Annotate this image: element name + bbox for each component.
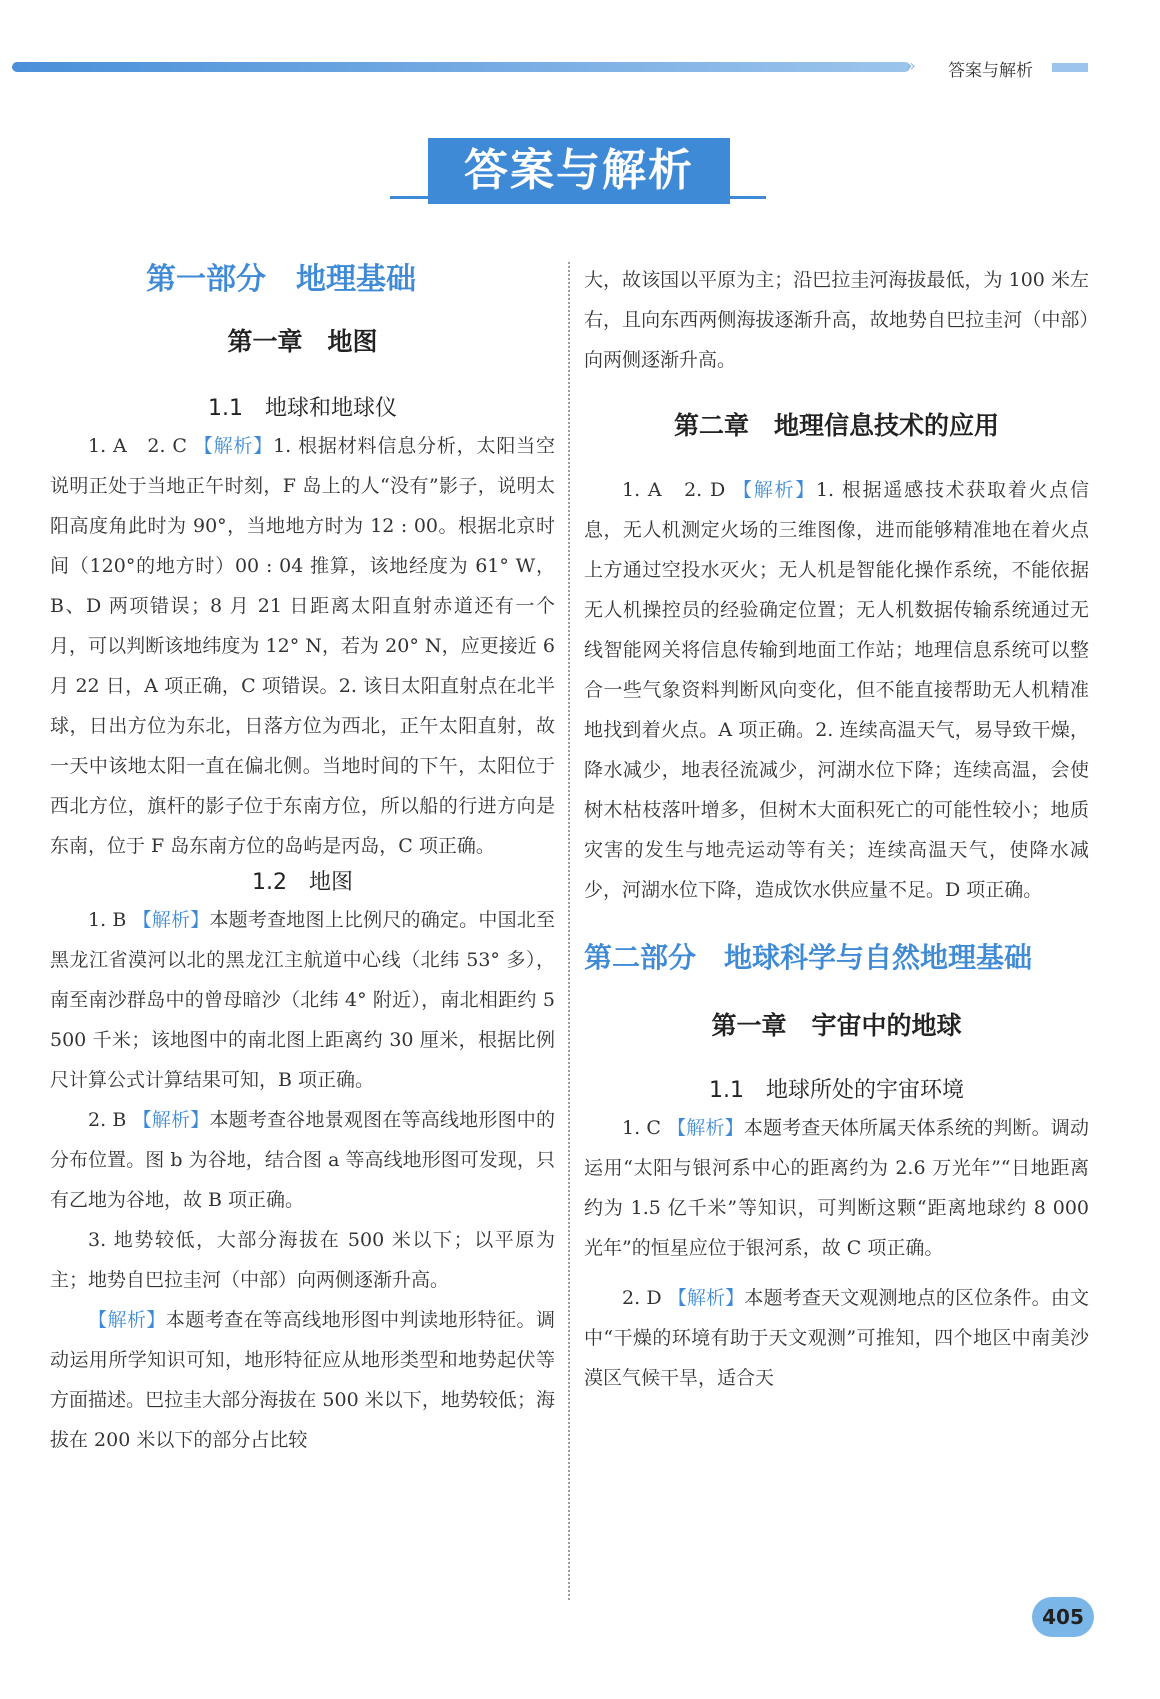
continued-paragraph: 大，故该国以平原为主；沿巴拉圭河海拔最低，为 100 米左右，且向东西两侧海拔逐渐升高，故地势自巴拉圭河（中部）向两侧逐渐升高。 <box>584 269 1089 371</box>
analysis-tag: 【解析】 <box>132 909 210 931</box>
analysis-tag: 【解析】 <box>667 1287 745 1309</box>
answer-paragraph: 【解析】本题考查在等高线地形图中判读地形特征。调动运用所学知识可知，地形特征应从地形类型和地势起伏等方面描述。巴拉圭大部分海拔在 500 米以下，地势较低；海拔在 200 米以下的部分占比较 <box>50 1309 555 1451</box>
answer-paragraph: 1. C 【解析】本题考查天体所属天体系统的判断。调动运用“太阳与银河系中心的距离约为 2.6 万光年”“日地距离约为 1.5 亿千米”等知识，可判断这颗“距离地球约 8 000 光年”的恒星应位于银河系，故 C 项正确。 <box>584 1117 1089 1259</box>
answer-paragraph: 1. A 2. C 【解析】1. 根据材料信息分析，太阳当空说明正处于当地正午时刻，F 岛上的人“没有”影子，说明太阳高度角此时为 90°，当地地方时为 12 : 00。根据北京时间（120°的地方时）00 : 04 推算，该地经度为 61° W，B、D 两项错误；8 月 21 日距离太阳直射赤道还有一个月，可以判断该地纬度为 12° N，若为 20° N，应更接近 6 月 22 日，A 项正确，C 项错误。2. 该日太阳直射点在北半球，日出方位为东北，日落方位为西北，正午太阳直射，故一天中该地太阳一直在偏北侧。当地时间的下午，太阳位于西北方位，旗杆的影子位于东南方位，所以船的行进方向是东南，位于 F 岛东南方位的岛屿是丙岛，C 项正确。 <box>50 435 555 857</box>
analysis-tag: 【解析】 <box>733 479 816 501</box>
chapter-title: 第二章 地理信息技术的应用 <box>673 411 999 440</box>
chevron-right-icon: ›› <box>906 56 913 75</box>
section-title: 1.2 地图 <box>252 870 353 895</box>
page-title: 答案与解析 <box>428 138 730 204</box>
answer-paragraph: 1. A 2. D 【解析】1. 根据遥感技术获取着火点信息，无人机测定火场的三维图像，进而能够精准地在着火点上方通过空投水灭火；无人机是智能化操作系统，不能依据无人机操控员的经验确定位置；无人机数据传输系统通过无线智能网关将信息传输到地面工作站；地理信息系统可以整合一些气象资料判断风向变化，但不能直接帮助无人机精准地找到着火点。A 项正确。2. 连续高温天气，易导致干燥，降水减少，地表径流减少，河湖水位下降；连续高温，会使树木枯枝落叶增多，但树木大面积死亡的可能性较小；地质灾害的发生与地壳运动等有关；连续高温天气，使降水减少，河湖水位下降，造成饮水供应量不足。D 项正确。 <box>584 479 1089 901</box>
running-header: 答案与解析 <box>948 61 1033 81</box>
right-column <box>584 260 1089 1398</box>
analysis-tag: 【解析】 <box>667 1117 744 1139</box>
part-title: 第一部分 地理基础 <box>146 262 416 297</box>
section-title: 1.1 地球和地球仪 <box>208 396 397 421</box>
header-bar <box>12 62 910 72</box>
chapter-title: 第一章 地图 <box>227 327 378 356</box>
answer-paragraph: 2. B 【解析】本题考查谷地景观图在等高线地形图中的分布位置。图 b 为谷地，结合图 a 等高线地形图可发现，只有乙地为谷地，故 B 项正确。 <box>50 1109 555 1211</box>
page-number: 405 <box>1032 1597 1094 1637</box>
analysis-tag: 【解析】 <box>132 1109 210 1131</box>
part-title: 第二部分 地球科学与自然地理基础 <box>584 941 1033 974</box>
header-bar-tail <box>1052 63 1088 72</box>
answer-paragraph: 1. B 【解析】本题考查地图上比例尺的确定。中国北至黑龙江省漠河以北的黑龙江主航道中心线（北纬 53° 多），南至南沙群岛中的曾母暗沙（北纬 4° 附近），南北相距约 5 500 千米；该地图中的南北图上距离约 30 厘米，根据比例尺计算公式计算结果可知，B 项正确。 <box>50 909 555 1091</box>
section-title: 1.1 地球所处的宇宙环境 <box>709 1078 964 1103</box>
analysis-tag: 【解析】 <box>193 435 274 457</box>
chapter-title: 第一章 宇宙中的地球 <box>711 1011 962 1040</box>
analysis-tag: 【解析】 <box>88 1309 166 1331</box>
left-column <box>50 260 555 1460</box>
column-divider <box>568 262 570 1602</box>
answer-paragraph: 3. 地势较低，大部分海拔在 500 米以下；以平原为主；地势自巴拉圭河（中部）向两侧逐渐升高。 <box>50 1229 555 1291</box>
answer-paragraph: 2. D 【解析】本题考查天文观测地点的区位条件。由文中“干燥的环境有助于天文观测”可推知，四个地区中南美沙漠区气候干旱，适合天 <box>584 1287 1089 1389</box>
